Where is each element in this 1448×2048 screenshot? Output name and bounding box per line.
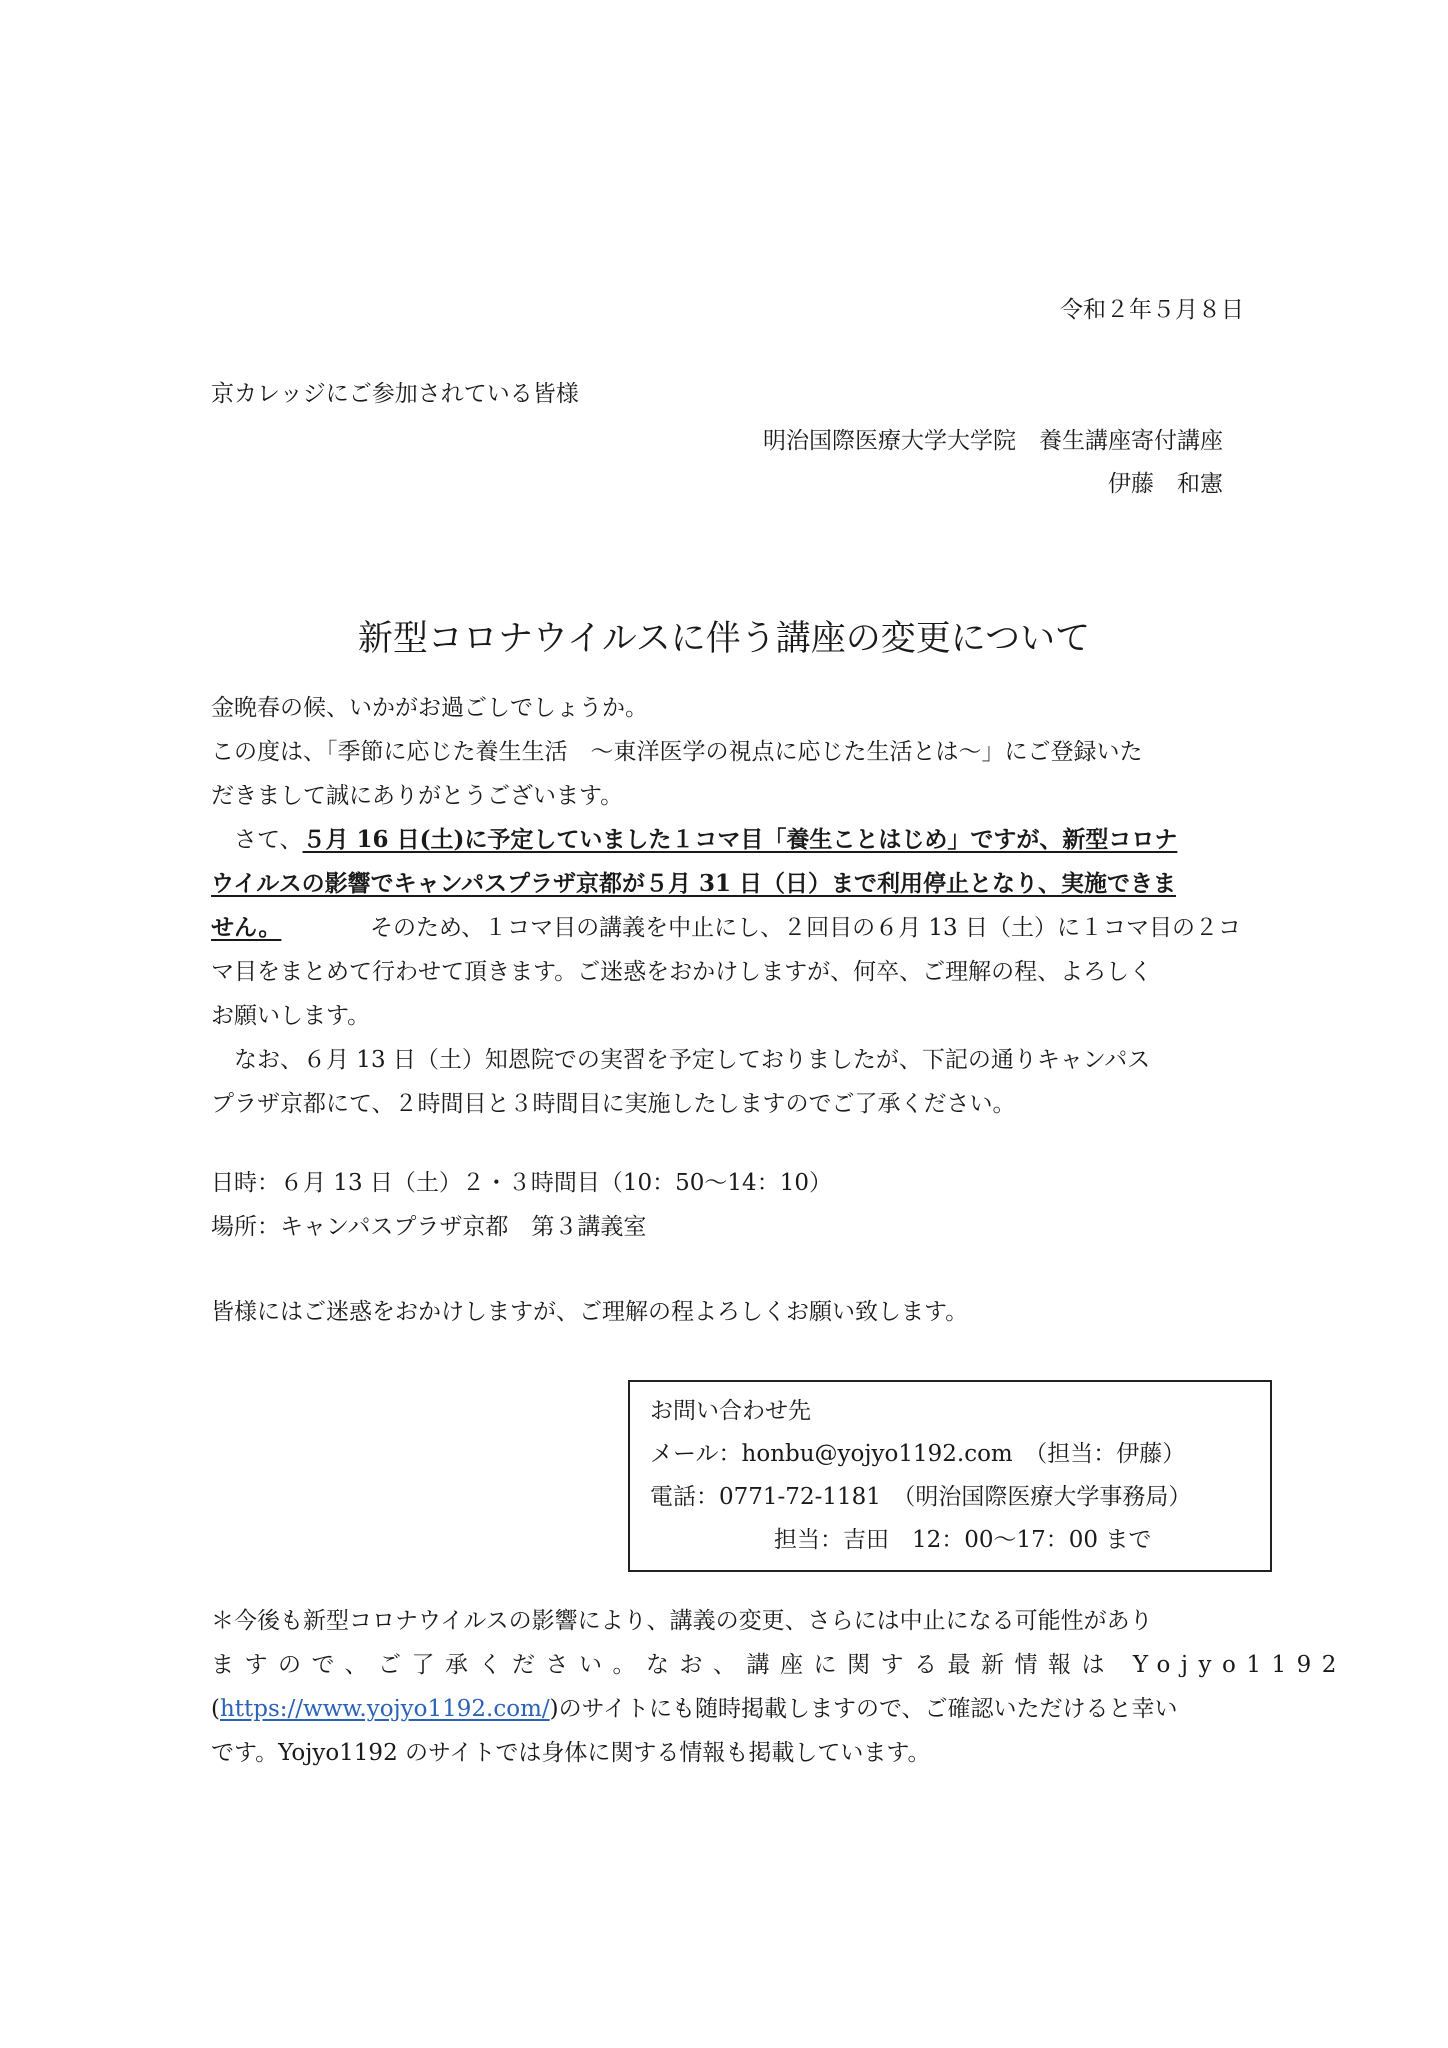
schedule-change-text-3: お願いします。 <box>211 1003 371 1029</box>
greeting-line <box>211 693 1241 723</box>
footnote-text-3: )のサイトにも随時掲載しますので、ご確認いただけると幸い <box>549 1696 1178 1722</box>
sender-name: 伊藤 和憲 <box>1108 471 1223 497</box>
footnote-text-1: ＊今後も新型コロナウイルスの影響により、講義の変更、さらには中止になる可能性があり <box>211 1608 1153 1634</box>
cancellation-notice-1: ５月 16 日(土)に予定していました１コマ目「養生ことはじめ」ですが、新型コロナ <box>302 826 1178 853</box>
footnote-line <box>211 1694 1241 1724</box>
contact-email: メール：honbu@yojyo1192.com （担当：伊藤） <box>650 1441 1186 1467</box>
contact-heading: お問い合わせ先 <box>650 1398 811 1424</box>
greeting-text: 金晩春の候、いかがお過ごしでしょうか。 <box>211 695 648 721</box>
cancellation-notice-2: ウイルスの影響でキャンパスプラザ京都が５月 31 日（日）まで利用停止となり、実施できま <box>211 870 1177 897</box>
body-line <box>211 957 1241 987</box>
body-line <box>211 1045 1241 1075</box>
contact-phone: 電話：0771-72-1181 （明治国際医療大学事務局） <box>650 1484 1192 1510</box>
body-section <box>211 693 1241 1119</box>
registration-text-2: だきまして誠にありがとうございます。 <box>211 783 624 809</box>
notice-lead: さて、 <box>211 827 303 853</box>
body-line <box>211 1001 1241 1031</box>
event-place: 場所：キャンパスプラザ京都 第３講義室 <box>211 1214 647 1240</box>
footnote-line <box>211 1606 1241 1636</box>
footnote-section <box>211 1606 1347 1768</box>
body-line <box>211 869 1241 899</box>
event-datetime: 日時：６月 13 日（土）２・３時間目（10：50～14：10） <box>211 1170 832 1196</box>
document-title: 新型コロナウイルスに伴う講座の変更について <box>357 619 1091 659</box>
footnote-text-2: ますので、ご了承ください。なお、講座に関する最新情報は Yojyo1192 <box>211 1652 1347 1678</box>
body-line <box>211 737 1241 767</box>
body-line <box>211 825 1241 855</box>
document-date: 令和２年５月８日 <box>1060 297 1244 323</box>
footnote-text-4: です。Yojyo1192 のサイトでは身体に関する情報も掲載しています。 <box>211 1740 931 1766</box>
practicum-text-1: なお、６月 13 日（土）知恩院での実習を予定しておりましたが、下記の通りキャンパス <box>211 1047 1151 1073</box>
body-line <box>211 913 1241 943</box>
footnote-line <box>211 1650 1347 1680</box>
contact-hours: 担当：吉田 12：00～17：00 まで <box>774 1527 1152 1553</box>
practicum-text-2: プラザ京都にて、２時間目と３時間目に実施したしますのでご了承ください。 <box>211 1091 1016 1117</box>
registration-text-1: この度は、「季節に応じた養生生活 ～東洋医学の視点に応じた生活とは～」にご登録いた <box>211 739 1143 765</box>
closing-remark: 皆様にはご迷惑をおかけしますが、ご理解の程よろしくお願い致します。 <box>211 1299 969 1325</box>
body-line <box>211 781 1241 811</box>
footnote-paren-open: ( <box>211 1696 220 1722</box>
footnote-line <box>211 1738 1241 1768</box>
schedule-change-text-2: マ目をまとめて行わせて頂きます。ご迷惑をおかけしますが、何卒、ご理解の程、よろしく <box>211 959 1153 985</box>
body-line <box>211 1089 1241 1119</box>
recipient-line: 京カレッジにご参加されている皆様 <box>211 381 579 407</box>
contact-box <box>628 1380 1272 1572</box>
cancellation-notice-3: せん。 <box>211 914 282 941</box>
website-link[interactable]: https://www.yojyo1192.com/ <box>219 1696 550 1722</box>
schedule-change-text-1: そのため、１コマ目の講義を中止にし、２回目の６月 13 日（土）に１コマ目の２コ <box>370 915 1241 941</box>
sender-organization: 明治国際医療大学大学院 養生講座寄付講座 <box>763 428 1223 454</box>
